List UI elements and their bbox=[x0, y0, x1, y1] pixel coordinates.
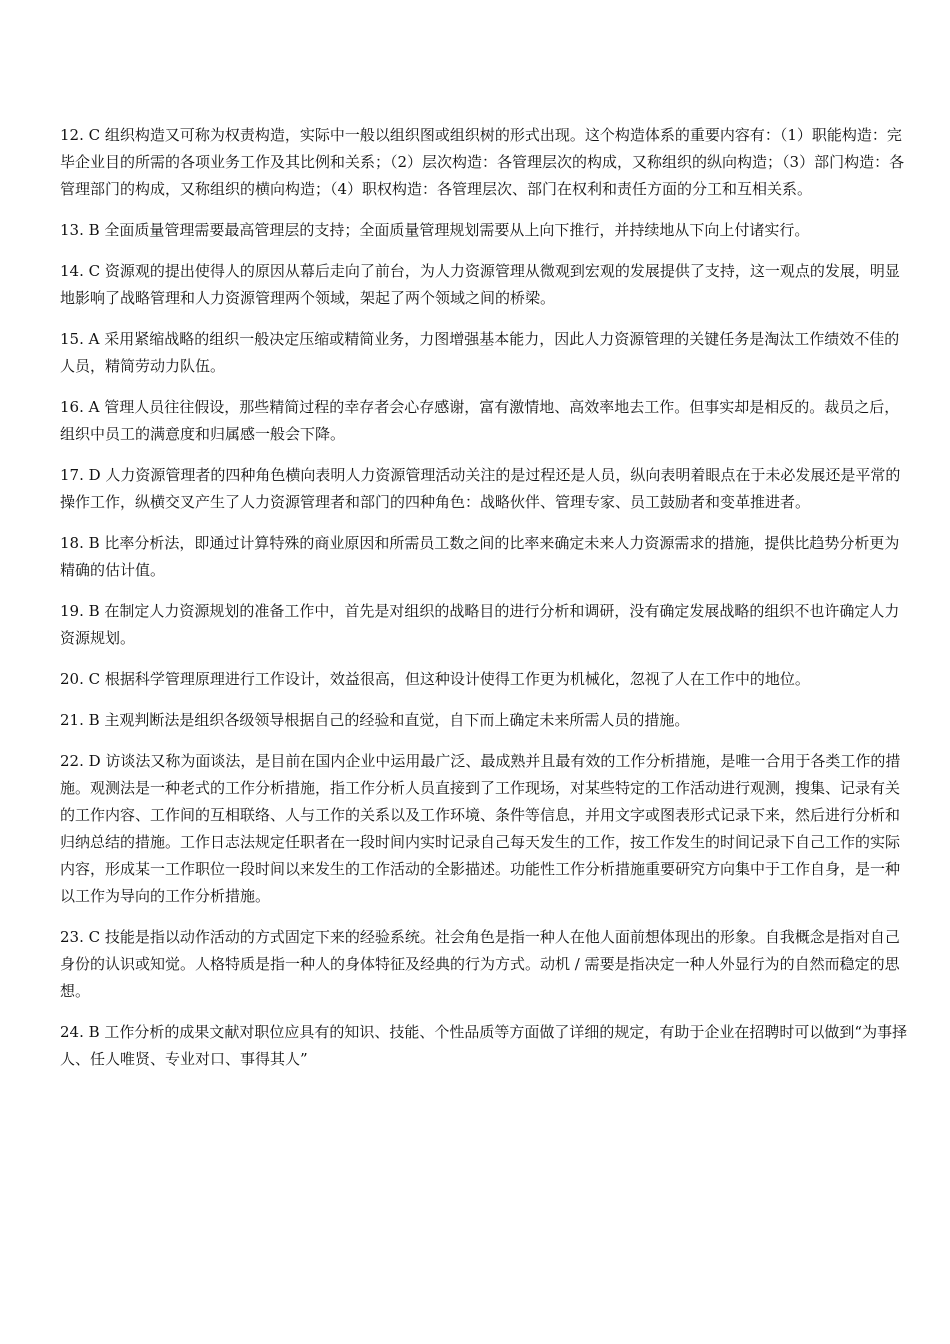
answer-item-20: 20. C 根据科学管理原理进行工作设计，效益很高，但这种设计使得工作更为机械化，忽视了人在工作中的地位。 bbox=[60, 670, 810, 688]
answer-item-23: 23. C 技能是指以动作活动的方式固定下来的经验系统。社会角色是指一种人在他人面前想体现出的形象。自我概念是指对自己身份的认识或知觉。人格特质是指一种人的身体特征及经典的行为方式。动机 / 需要是指决定一种人外显行为的自然而稳定的思想。 bbox=[60, 928, 900, 1000]
answer-item-16: 16. A 管理人员往往假设，那些精简过程的幸存者会心存感谢，富有激情地、高效率地去工作。但事实却是相反的。裁员之后，组织中员工的满意度和归属感一般会下降。 bbox=[60, 398, 900, 443]
answer-item-21: 21. B 主观判断法是组织各级领导根据自己的经验和直觉，自下而上确定未来所需人员的措施。 bbox=[60, 711, 690, 729]
answer-item-17: 17. D 人力资源管理者的四种角色横向表明人力资源管理活动关注的是过程还是人员，纵向表明着眼点在于未必发展还是平常的操作工作，纵横交叉产生了人力资源管理者和部门的四种角色：战略伙伴、管理专家、员工鼓励者和变革推进者。 bbox=[60, 466, 901, 511]
answer-item-19: 19. B 在制定人力资源规划的准备工作中，首先是对组织的战略目的进行分析和调研，没有确定发展战略的组织不也许确定人力资源规划。 bbox=[60, 602, 900, 647]
document-page bbox=[60, 122, 910, 1087]
answer-item-22: 22. D 访谈法又称为面谈法，是目前在国内企业中运用最广泛、最成熟并且最有效的工作分析措施，是唯一合用于各类工作的措施。观测法是一种老式的工作分析措施，指工作分析人员直接到了工作现场，对某些特定的工作活动进行观测，搜集、记录有关的工作内容、工作间的互相联络、人与工作的关系以及工作环境、条件等信息，并用文字或图表形式记录下来，然后进行分析和归纳总结的措施。工作日志法规定任职者在一段时间内实时记录自己每天发生的工作，按工作发生的时间记录下自己工作的实际内容，形成某一工作职位一段时间以来发生的工作活动的全影描述。功能性工作分析措施重要研究方向集中于工作自身，是一种以工作为导向的工作分析措施。 bbox=[60, 752, 901, 905]
answer-item-15: 15. A 采用紧缩战略的组织一般决定压缩或精简业务，力图增强基本能力，因此人力资源管理的关键任务是淘汰工作绩效不佳的人员，精简劳动力队伍。 bbox=[60, 330, 900, 375]
answer-item-24: 24. B 工作分析的成果文献对职位应具有的知识、技能、个性品质等方面做了详细的规定，有助于企业在招聘时可以做到“为事择人、任人唯贤、专业对口、事得其人” bbox=[60, 1023, 908, 1068]
answer-item-14: 14. C 资源观的提出使得人的原因从幕后走向了前台，为人力资源管理从微观到宏观的发展提供了支持，这一观点的发展，明显地影响了战略管理和人力资源管理两个领域，架起了两个领域之间的桥梁。 bbox=[60, 262, 900, 307]
answer-item-18: 18. B 比率分析法，即通过计算特殊的商业原因和所需员工数之间的比率来确定未来人力资源需求的措施，提供比趋势分析更为精确的估计值。 bbox=[60, 534, 900, 579]
answer-item-12: 12. C 组织构造又可称为权责构造，实际中一般以组织图或组织树的形式出现。这个构造体系的重要内容有：（1）职能构造：完毕企业目的所需的各项业务工作及其比例和关系；（2）层次构造：各管理层次的构成，又称组织的纵向构造；（3）部门构造：各管理部门的构成，又称组织的横向构造；（4）职权构造：各管理层次、部门在权利和责任方面的分工和互相关系。 bbox=[60, 126, 905, 198]
answer-item-13: 13. B 全面质量管理需要最高管理层的支持；全面质量管理规划需要从上向下推行，并持续地从下向上付诸实行。 bbox=[60, 221, 810, 239]
